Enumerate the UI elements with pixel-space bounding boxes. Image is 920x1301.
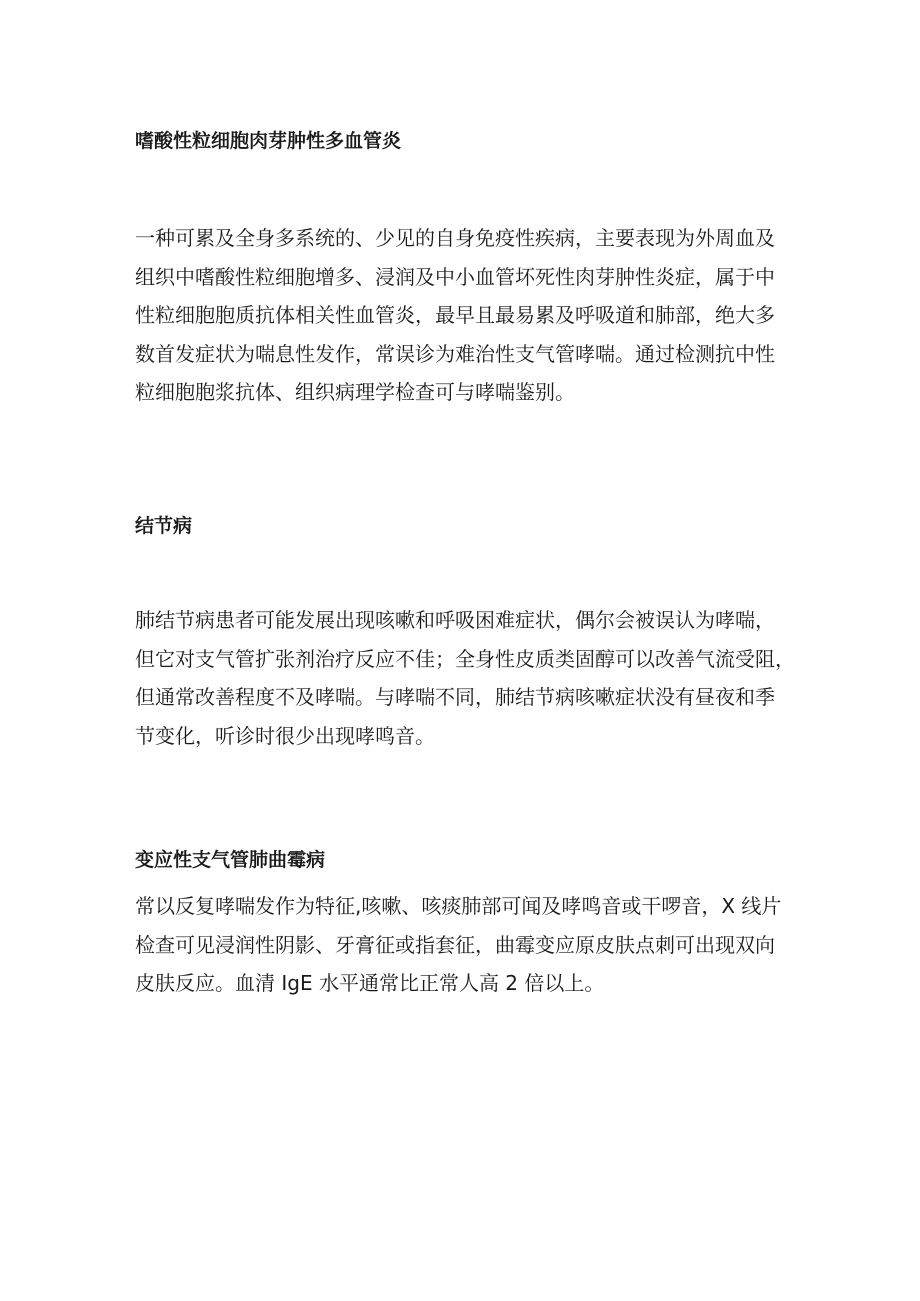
section-heading-sarcoidosis: 结节病 — [135, 515, 193, 537]
section-paragraph-abpa — [135, 887, 795, 1003]
paragraph-line: 粒细胞胞浆抗体、组织病理学检查可与哮喘鉴别。 — [135, 380, 575, 404]
section-heading-egpa: 嗜酸性粒细胞肉芽肿性多血管炎 — [135, 130, 402, 152]
paragraph-line: 皮肤反应。血清 IgE 水平通常比正常人高 2 倍以上。 — [135, 971, 605, 995]
section-paragraph-sarcoidosis — [135, 601, 795, 755]
paragraph-line: 肺结节病患者可能发展出现咳嗽和呼吸困难症状，偶尔会被误认为哮喘， — [135, 608, 775, 632]
paragraph-line: 但通常改善程度不及哮喘。与哮喘不同，肺结节病咳嗽症状没有昼夜和季 — [135, 685, 775, 709]
paragraph-line: 节变化，听诊时很少出现哮鸣音。 — [135, 723, 435, 748]
section-paragraph-egpa — [135, 219, 795, 412]
paragraph-line: 数首发症状为喘息性发作，常误诊为难治性支气管哮喘。通过检测抗中性 — [135, 341, 775, 366]
paragraph-line: 检查可见浸润性阴影、牙膏征或指套征，曲霉变应原皮肤点刺可出现双向 — [135, 932, 775, 957]
paragraph-line: 但它对支气管扩张剂治疗反应不佳；全身性皮质类固醇可以改善气流受阻， — [135, 646, 795, 671]
paragraph-line: 组织中嗜酸性粒细胞增多、浸润及中小血管坏死性肉芽肿性炎症，属于中 — [135, 264, 775, 289]
paragraph-line: 一种可累及全身多系统的、少见的自身免疫性疾病，主要表现为外周血及 — [135, 226, 775, 250]
paragraph-line: 性粒细胞胞质抗体相关性血管炎，最早且最易累及呼吸道和肺部，绝大多 — [135, 303, 775, 327]
paragraph-line: 常以反复哮喘发作为特征,咳嗽、咳痰肺部可闻及哮鸣音或干啰音，X 线片 — [135, 894, 782, 918]
section-heading-abpa: 变应性支气管肺曲霉病 — [135, 849, 326, 871]
